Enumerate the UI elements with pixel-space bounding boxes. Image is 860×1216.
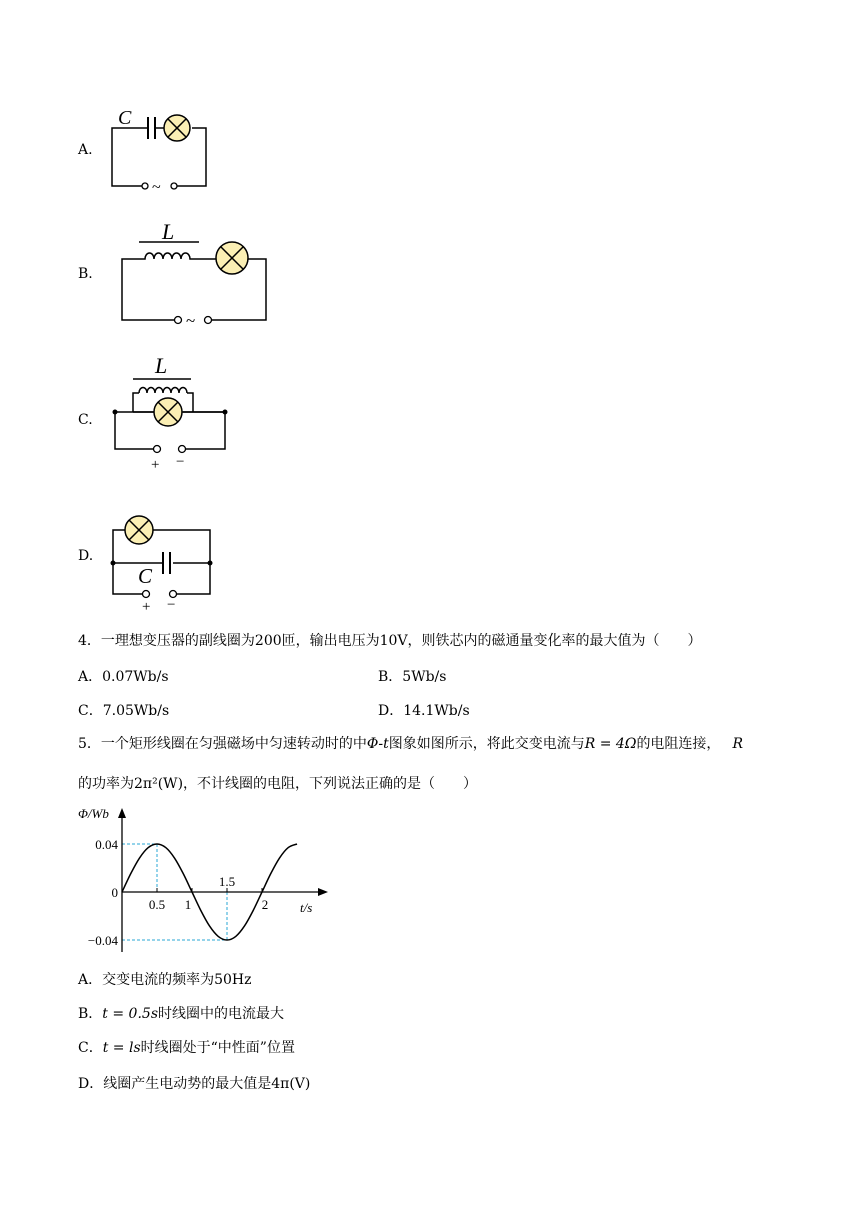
inductor-symbol: L [162,219,175,244]
plus-sign: + [151,457,160,473]
q4-stem: 4．一理想变压器的副线圈为200匝，输出电压为10V，则铁芯内的磁通量变化率的最大值为（ ） [78,633,702,649]
y-axis-label: Φ/Wb [78,806,109,821]
lamp-icon [125,516,153,544]
x-tick-label: 1.5 [218,874,236,889]
guide-line-1 [122,892,227,940]
ac-symbol: ~ [152,179,161,195]
q5-option-d: D．线圈产生电动势的最大值是4π(V) [78,1076,311,1092]
q5-option-c: C．t = ls时线圈处于“中性面”位置 [78,1040,295,1056]
y-axis-arrow [118,808,126,818]
lamp-icon [164,115,190,141]
q5-option-b: B．t = 0.5s时线圈中的电流最大 [78,1006,285,1022]
lamp-icon [216,242,248,274]
lamp-icon [154,398,182,426]
phi-t-symbol: Φ-t [366,736,389,752]
option-d-label: D. [78,548,94,564]
y-tick-label: 0 [111,885,118,900]
phi-t-chart [78,802,338,960]
q5-stem-line-2: 的功率为2π²(W)，不计线圈的电阻，下列说法正确的是（ ） [78,776,478,792]
circuit-a-diagram [100,100,220,195]
capacitor-symbol: C [118,107,132,129]
guide-line-0 [122,844,157,892]
ac-symbol: ~ [186,311,196,330]
x-axis-arrow [318,888,328,896]
plus-sign: + [142,599,151,615]
y-tick-label: 0.04 [95,837,118,852]
circuit-d-diagram [105,510,220,615]
x-axis-label: t/s [300,900,313,915]
q4-option-b: B．5Wb/s [378,669,447,685]
x-tick-label: 2 [261,897,269,912]
power-expression: 2π²(W) [134,776,184,792]
option-c-label: C. [78,412,93,428]
inductor-symbol: L [155,353,168,378]
option-b-label: B. [78,266,93,282]
resistance-equation: R = 4Ω [584,736,637,752]
capacitor-symbol: C [138,564,153,588]
y-tick-label: −0.04 [87,933,118,948]
q5-stem-line-1: 5．一个矩形线圈在匀强磁场中匀速转动时的中Φ-t图象如图所示，将此交变电流与R = 4Ω的电阻连接， R [78,736,743,752]
option-a-label: A. [78,142,93,158]
x-tick-label: 1 [184,897,192,912]
minus-sign: − [167,597,176,613]
q4-option-c: C．7.05Wb/s [78,703,170,719]
circuit-b-diagram [115,215,275,330]
x-tick-label: 0.5 [148,897,166,912]
q5-option-a: A．交变电流的频率为50Hz [78,972,252,988]
q4-option-a: A．0.07Wb/s [78,669,169,685]
q4-option-d: D．14.1Wb/s [378,703,470,719]
minus-sign: − [176,454,185,470]
circuit-c-diagram [105,345,235,475]
